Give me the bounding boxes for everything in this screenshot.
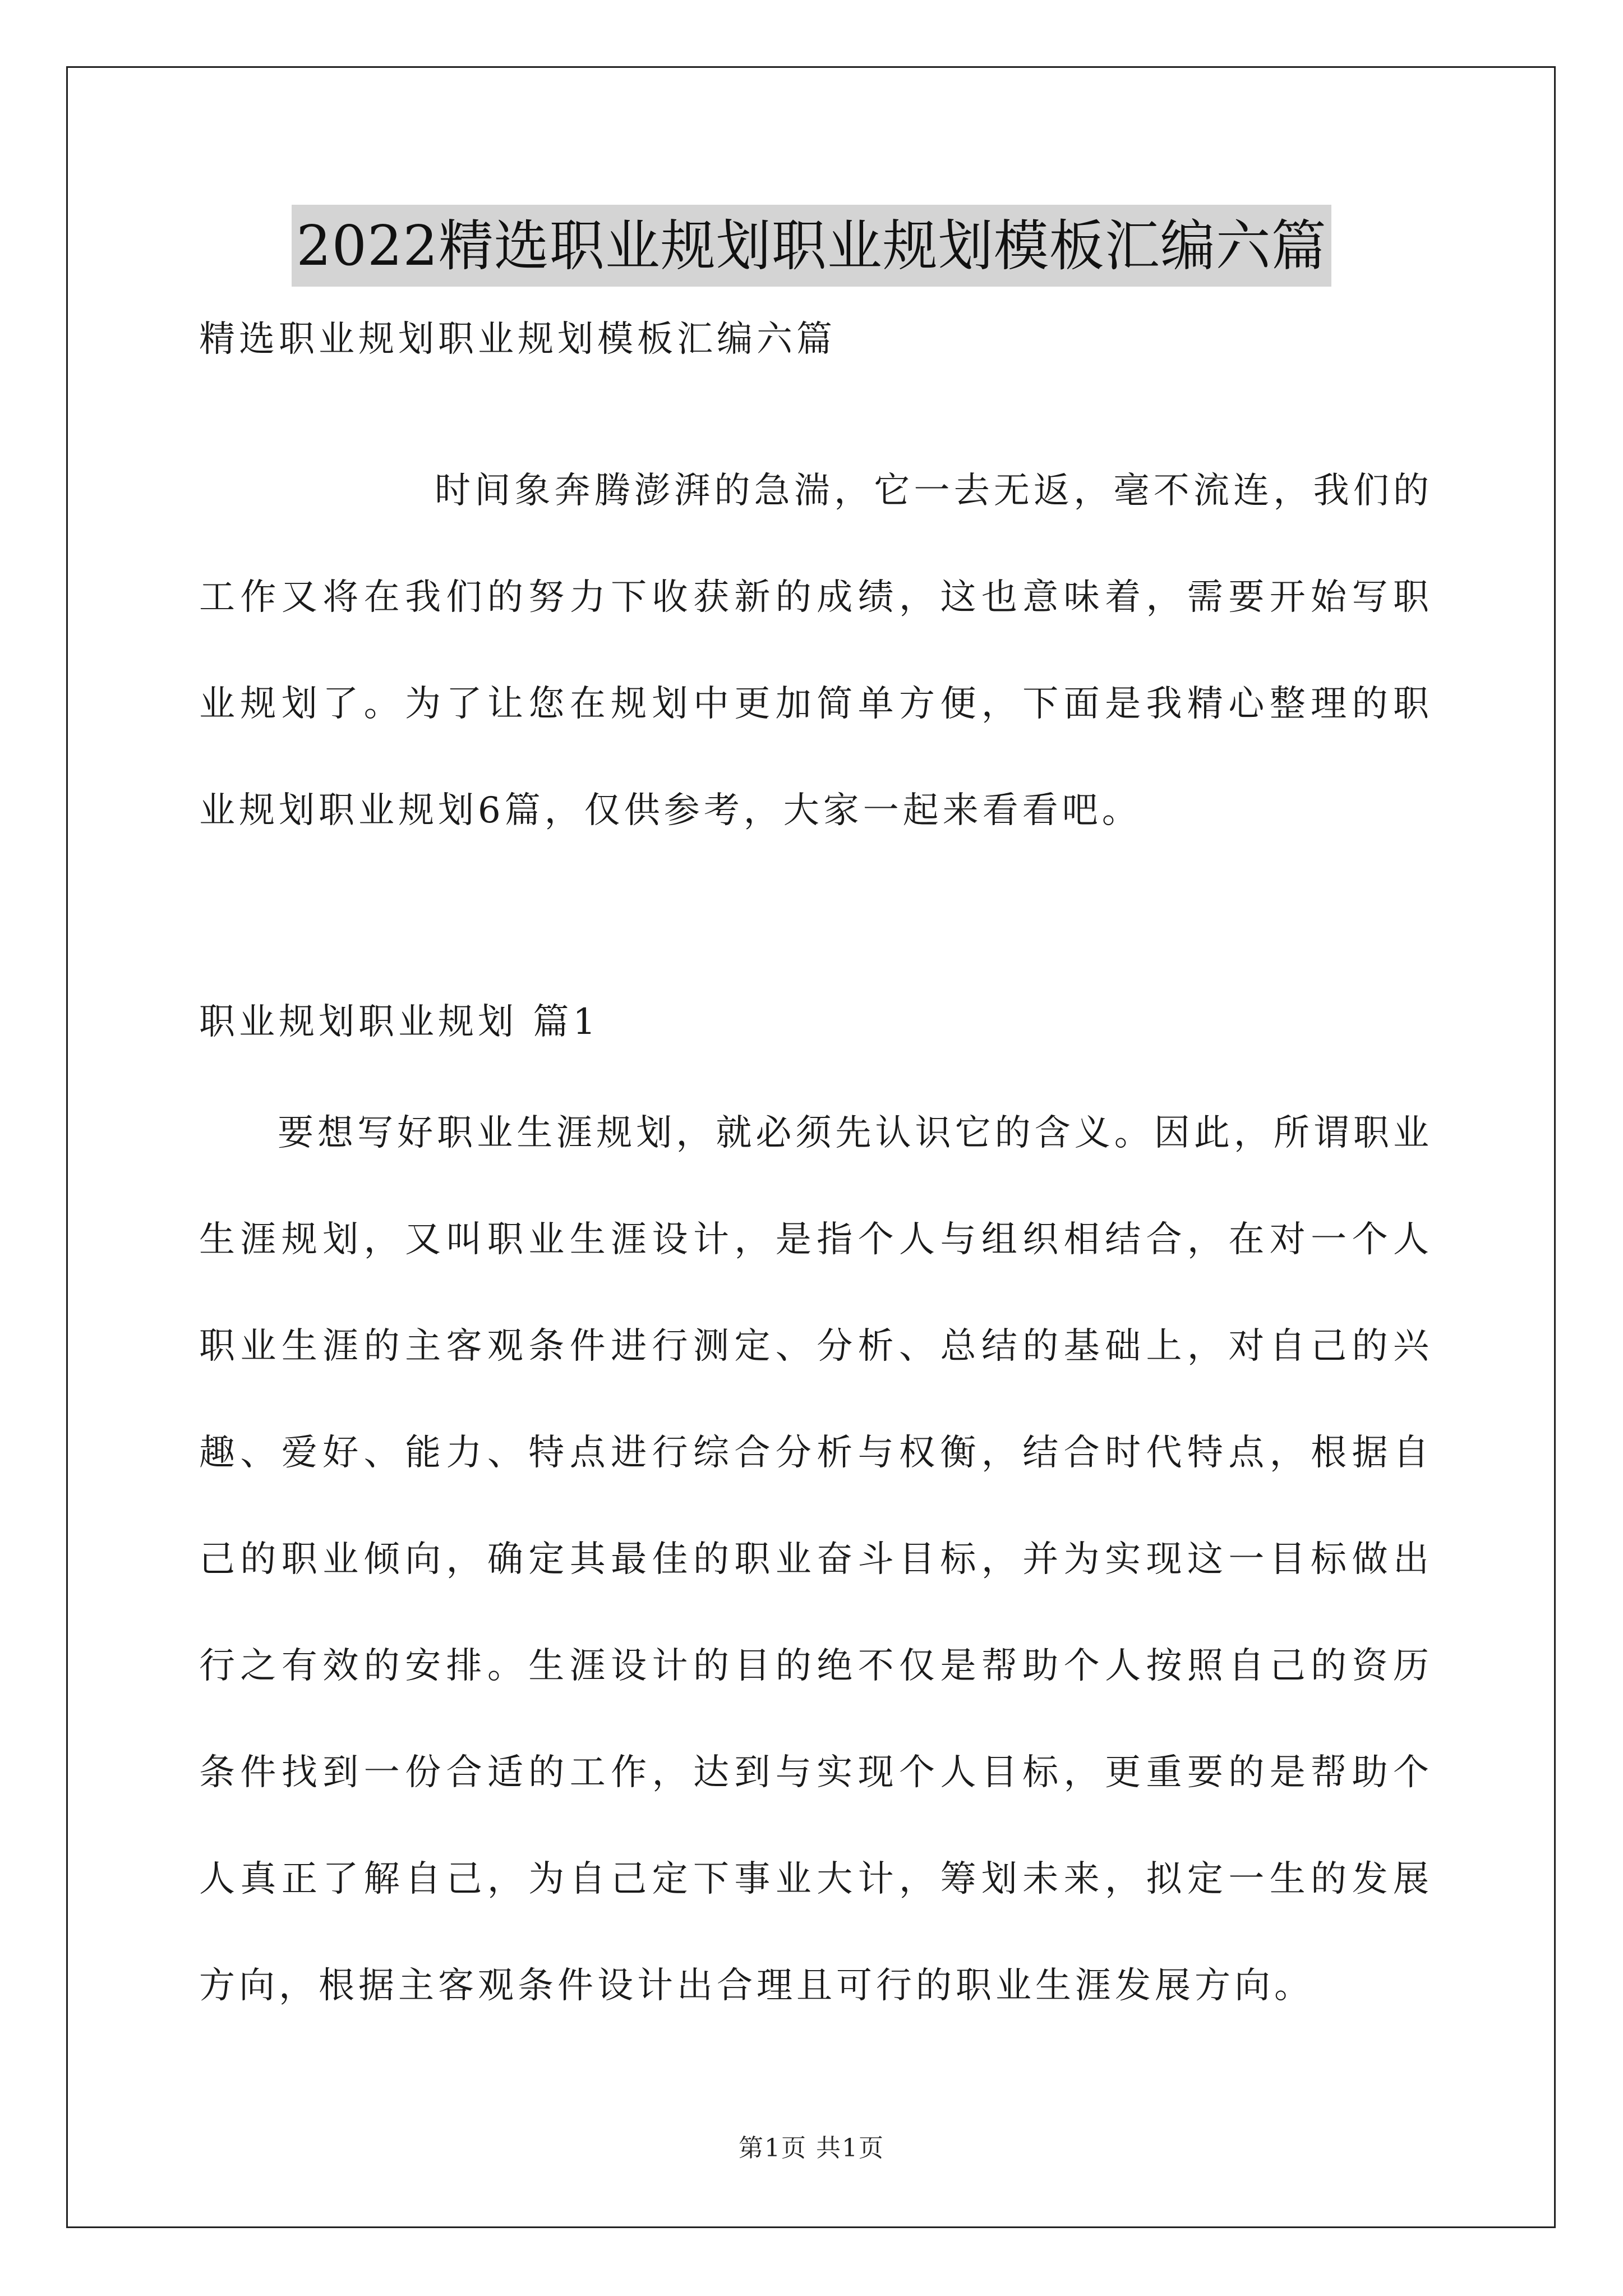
intro-paragraph-container: [199, 438, 1433, 864]
title-container: [0, 205, 1623, 287]
body-paragraph: 要想写好职业生涯规划，就必须先认识它的含义。因此，所谓职业生涯规划，又叫职业生涯设计，是指个人与组织相结合，在对一个人职业生涯的主客观条件进行测定、分析、总结的基础上，对自己的兴趣、爱好、能力、特点进行综合分析与权衡，结合时代特点，根据自己的职业倾向，确定其最佳的职业奋斗目标，并为实现这一目标做出行之有效的安排。生涯设计的目的绝不仅是帮助个人按照自己的资历条件找到一份合适的工作，达到与实现个人目标，更重要的是帮助个人真正了解自己，为自己定下事业大计，筹划未来，拟定一生的发展方向，根据主客观条件设计出合理且可行的职业生涯发展方向。: [199, 1112, 1433, 2007]
document-subtitle: 精选职业规划职业规划模板汇编六篇: [199, 319, 836, 360]
page-footer: 第1页 共1页: [739, 2134, 884, 2162]
intro-paragraph: 时间象奔腾澎湃的急湍，它一去无返，毫不流连，我们的工作又将在我们的努力下收获新的成绩，这也意味着，需要开始写职业规划了。为了让您在规划中更加简单方便，下面是我精心整理的职业规划职业规划6篇，仅供参考，大家一起来看看吧。: [199, 470, 1433, 831]
document-title: 2022精选职业规划职业规划模板汇编六篇: [292, 205, 1331, 287]
body-paragraph-container: [199, 1080, 1433, 2039]
section-heading: 职业规划职业规划 篇1: [199, 1001, 600, 1043]
